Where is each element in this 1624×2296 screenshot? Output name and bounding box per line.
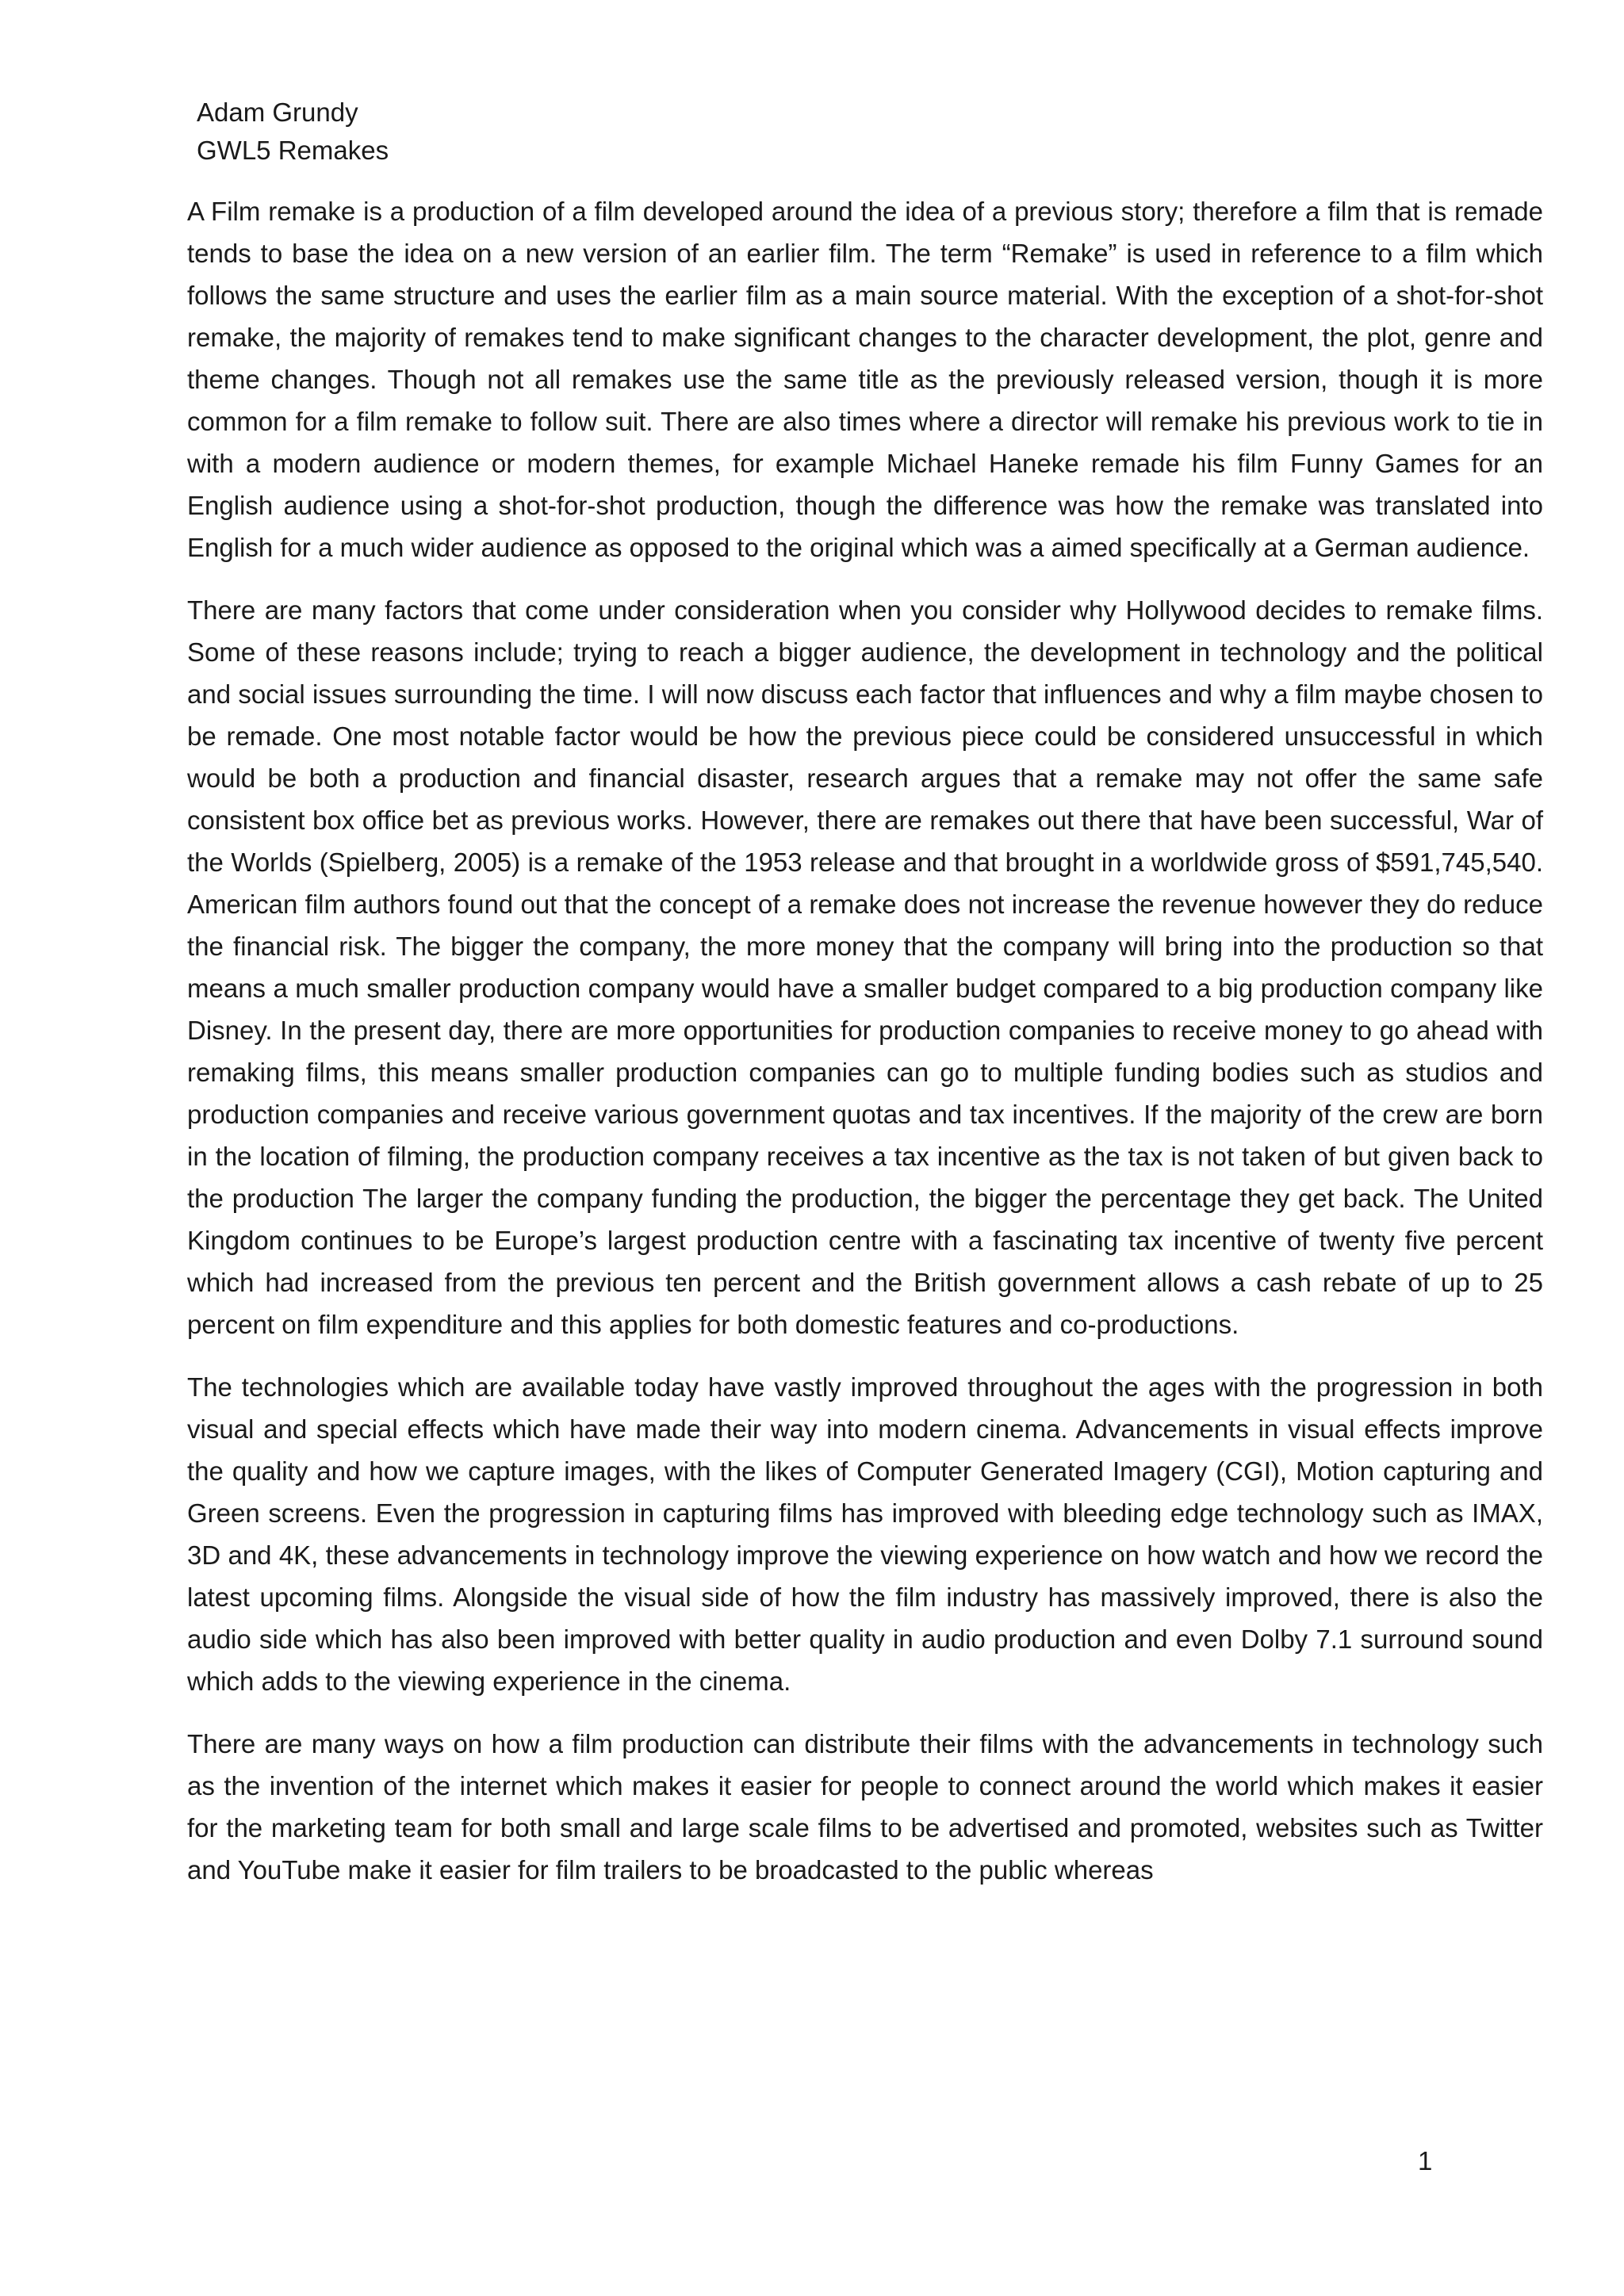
paragraph-3: The technologies which are available today have vastly improved throughout the ages with the progression in both visual and special effects which have made their way into modern cinema. Advancements in visual effects improve the quality and how we capture images, with the likes of Computer Generated Imagery (CGI), Motion capturing and Green screens. Even the progression in capturing films has improved with bleeding edge technology such as IMAX, 3D and 4K, these advancements in technology improve the viewing experience on how watch and how we record the latest upcoming films. Alongside the visual side of how the film industry has massively improved, there is also the audio side which has also been improved with better quality in audio production and even Dolby 7.1 surround sound which adds to the viewing experience in the cinema. xyxy=(187,1372,1543,1696)
course-title: GWL5 Remakes xyxy=(197,136,389,165)
paragraph-4: There are many ways on how a film production can distribute their films with the advancements in technology such as the invention of the internet which makes it easier for people to connect around the world which makes it easier for the marketing team for both small and large scale films to be advertised and promoted, websites such as Twitter and YouTube make it easier for film trailers to be broadcasted to the public whereas xyxy=(187,1729,1543,1885)
paragraph-2: There are many factors that come under consideration when you consider why Hollywood decides to remake films. Some of these reasons include; trying to reach a bigger audience, the development in technology and the political and social issues surrounding the time. I will now discuss each factor that influences and why a film maybe chosen to be remade. One most notable factor would be how the previous piece could be considered unsuccessful in which would be both a production and financial disaster, research argues that a remake may not offer the same safe consistent box office bet as previous works. However, there are remakes out there that have been successful, War of the Worlds (Spielberg, 2005) is a remake of the 1953 release and that brought in a worldwide gross of $591,745,540. American film authors found out that the concept of a remake does not increase the revenue however they do reduce the financial risk. The bigger the company, the more money that the company will bring into the production so that means a much smaller production company would have a smaller budget compared to a big production company like Disney. In the present day, there are more opportunities for production companies to receive money to go ahead with remaking films, this means smaller production companies can go to multiple funding bodies such as studios and production companies and receive various government quotas and tax incentives. If the majority of the crew are born in the location of filming, the production company receives a tax incentive as the tax is not taken of but given back to the production The larger the company funding the production, the bigger the percentage they get back. The United Kingdom continues to be Europe’s largest production centre with a fascinating tax incentive of twenty five percent which had increased from the previous ten percent and the British government allows a cash rebate of up to 25 percent on film expenditure and this applies for both domestic features and co-productions. xyxy=(187,595,1543,1339)
document-header xyxy=(197,94,389,170)
author-name: Adam Grundy xyxy=(197,98,358,127)
paragraph-1: A Film remake is a production of a film developed around the idea of a previous story; therefore a film that is remade tends to base the idea on a new version of an earlier film. The term “Remake” is used in reference to a film which follows the same structure and uses the earlier film as a main source material. With the exception of a shot-for-shot remake, the majority of remakes tend to make significant changes to the character development, the plot, genre and theme changes. Though not all remakes use the same title as the previously released version, though it is more common for a film remake to follow suit. There are also times where a director will remake his previous work to tie in with a modern audience or modern themes, for example Michael Haneke remade his film Funny Games for an English audience using a shot-for-shot production, though the difference was how the remake was translated into English for a much wider audience as opposed to the original which was a aimed specifically at a German audience. xyxy=(187,197,1543,562)
document-body xyxy=(187,190,1543,1911)
page-number: 1 xyxy=(1418,2146,1433,2175)
